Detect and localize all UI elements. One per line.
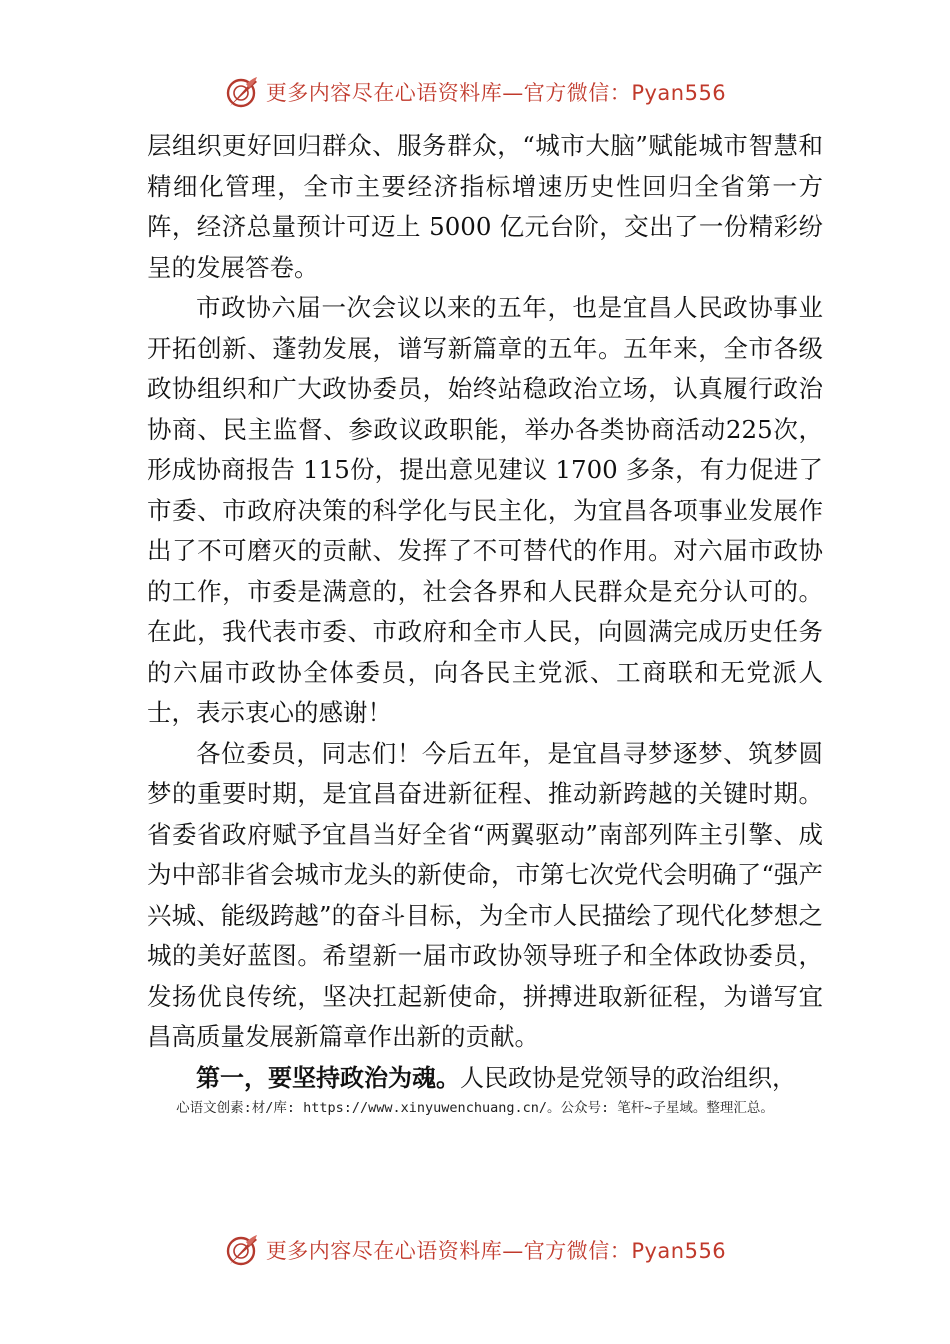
paragraph-4 bbox=[147, 1058, 823, 1099]
paragraph-4-text: 人民政协是党领导的政治组织， bbox=[460, 1063, 796, 1092]
banner-wechat-id: Pyan556 bbox=[631, 1239, 727, 1263]
banner-wechat-id: Pyan556 bbox=[631, 81, 727, 105]
banner-title: 更多内容尽在心语资料库—官方微信： bbox=[265, 1239, 632, 1263]
banner-title: 更多内容尽在心语资料库—官方微信： bbox=[265, 81, 632, 105]
source-footnote: 心语文创素:材/库: https://www.xinyuwenchuang.cn/。公众号: 笔杆~子星域。整理汇总。 bbox=[176, 1100, 774, 1116]
document-body bbox=[147, 126, 823, 1098]
header-banner bbox=[0, 72, 950, 112]
paragraph-1: 层组织更好回归群众、服务群众，“城市大脑”赋能城市智慧和精细化管理，全市主要经济指标增速历史性回归全省第一方阵，经济总量预计可迈上 5000 亿元台阶，交出了一份精彩纷呈的发展答卷。 bbox=[147, 131, 823, 282]
feather-pen-logo-icon bbox=[224, 74, 260, 110]
paragraph-3: 各位委员，同志们！今后五年，是宜昌寻梦逐梦、筑梦圆梦的重要时期，是宜昌奋进新征程、推动新跨越的关键时期。省委省政府赋予宜昌当好全省“两翼驱动”南部列阵主引擎、成为中部非省会城市龙头的新使命，市第七次党代会明确了“强产兴城、能级跨越”的奋斗目标，为全市人民描绘了现代化梦想之城的美好蓝图。希望新一届市政协领导班子和全体政协委员，发扬优良传统，坚决扛起新使命，拼搏进取新征程，为谱写宜昌高质量发展新篇章作出新的贡献。 bbox=[147, 738, 823, 1051]
banner-text bbox=[266, 77, 726, 107]
paragraph-2: 市政协六届一次会议以来的五年，也是宜昌人民政协事业开拓创新、蓬勃发展，谱写新篇章的五年。五年来，全市各级政协组织和广大政协委员，始终站稳政治立场，认真履行政治协商、民主监督、参政议政职能，举办各类协商活动225次，形成协商报告 115份，提出意见建议 1700 多条，有力促进了市委、市政府决策的科学化与民主化，为宜昌各项事业发展作出了不可磨灭的贡献、发挥了不可替代的作用。对六届市政协的工作，市委是满意的，社会各界和人民群众是充分认可的。在此，我代表市委、市政府和全市人民，向圆满完成历史任务的六届市政协全体委员，向各民主党派、工商联和无党派人士，表示衷心的感谢！ bbox=[147, 293, 823, 727]
banner-text bbox=[266, 1235, 726, 1265]
footer-banner bbox=[0, 1230, 950, 1270]
paragraph-4-heading: 第一，要坚持政治为魂。 bbox=[196, 1062, 460, 1092]
feather-pen-logo-icon bbox=[224, 1232, 260, 1268]
